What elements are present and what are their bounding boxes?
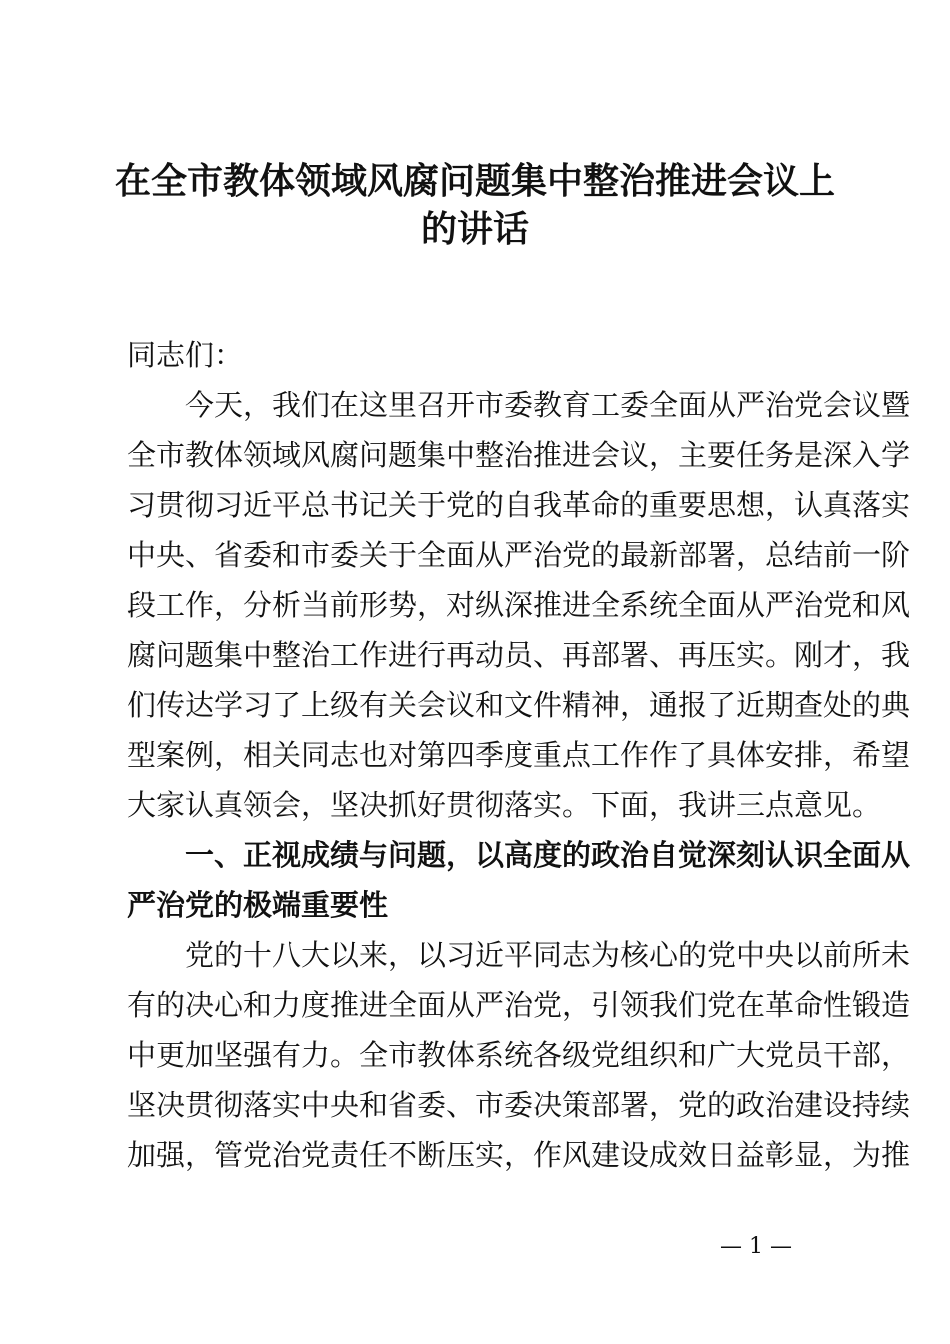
paragraph-section-1 [127, 930, 911, 1180]
paragraph-intro [127, 380, 911, 830]
text-line: 们传达学习了上级有关会议和文件精神，通报了近期查处的典 [127, 688, 911, 722]
text-line: 坚决贯彻落实中央和省委、市委决策部署，党的政治建设持续 [127, 1088, 911, 1122]
title-line: 在全市教体领域风腐问题集中整治推进会议上 [114, 161, 835, 202]
text-line: 段工作，分析当前形势，对纵深推进全系统全面从严治党和风 [127, 588, 911, 622]
text-line: 今天，我们在这里召开市委教育工委全面从严治党会议暨 [185, 388, 911, 422]
heading-line: 一、正视成绩与问题，以高度的政治自觉深刻认识全面从 [185, 838, 911, 872]
text-line: 大家认真领会，坚决抓好贯彻落实。下面，我讲三点意见。 [127, 788, 882, 822]
text-line: 中央、省委和市委关于全面从严治党的最新部署，总结前一阶 [127, 538, 911, 572]
text-line: 习贯彻习近平总书记关于党的自我革命的重要思想，认真落实 [127, 488, 911, 522]
text-line: 全市教体领域风腐问题集中整治推进会议，主要任务是深入学 [127, 438, 911, 472]
text-line: 中更加坚强有力。全市教体系统各级党组织和广大党员干部， [127, 1038, 911, 1072]
salutation: 同志们： [127, 338, 244, 372]
text-line: 党的十八大以来，以习近平同志为核心的党中央以前所未 [185, 938, 911, 972]
text-line: 加强，管党治党责任不断压实，作风建设成效日益彰显，为推 [127, 1138, 911, 1172]
text-line: 腐问题集中整治工作进行再动员、再部署、再压实。刚才，我 [127, 638, 911, 672]
text-line: 有的决心和力度推进全面从严治党，引领我们党在革命性锻造 [127, 988, 911, 1022]
heading-line: 严治党的极端重要性 [127, 888, 389, 922]
section-heading-1 [127, 830, 911, 930]
text-line: 型案例，相关同志也对第四季度重点工作作了具体安排，希望 [127, 738, 911, 772]
document-title [100, 158, 850, 254]
page-number: — 1 — [720, 1234, 792, 1259]
document-body [127, 330, 911, 1180]
title-line: 的讲话 [420, 209, 529, 250]
